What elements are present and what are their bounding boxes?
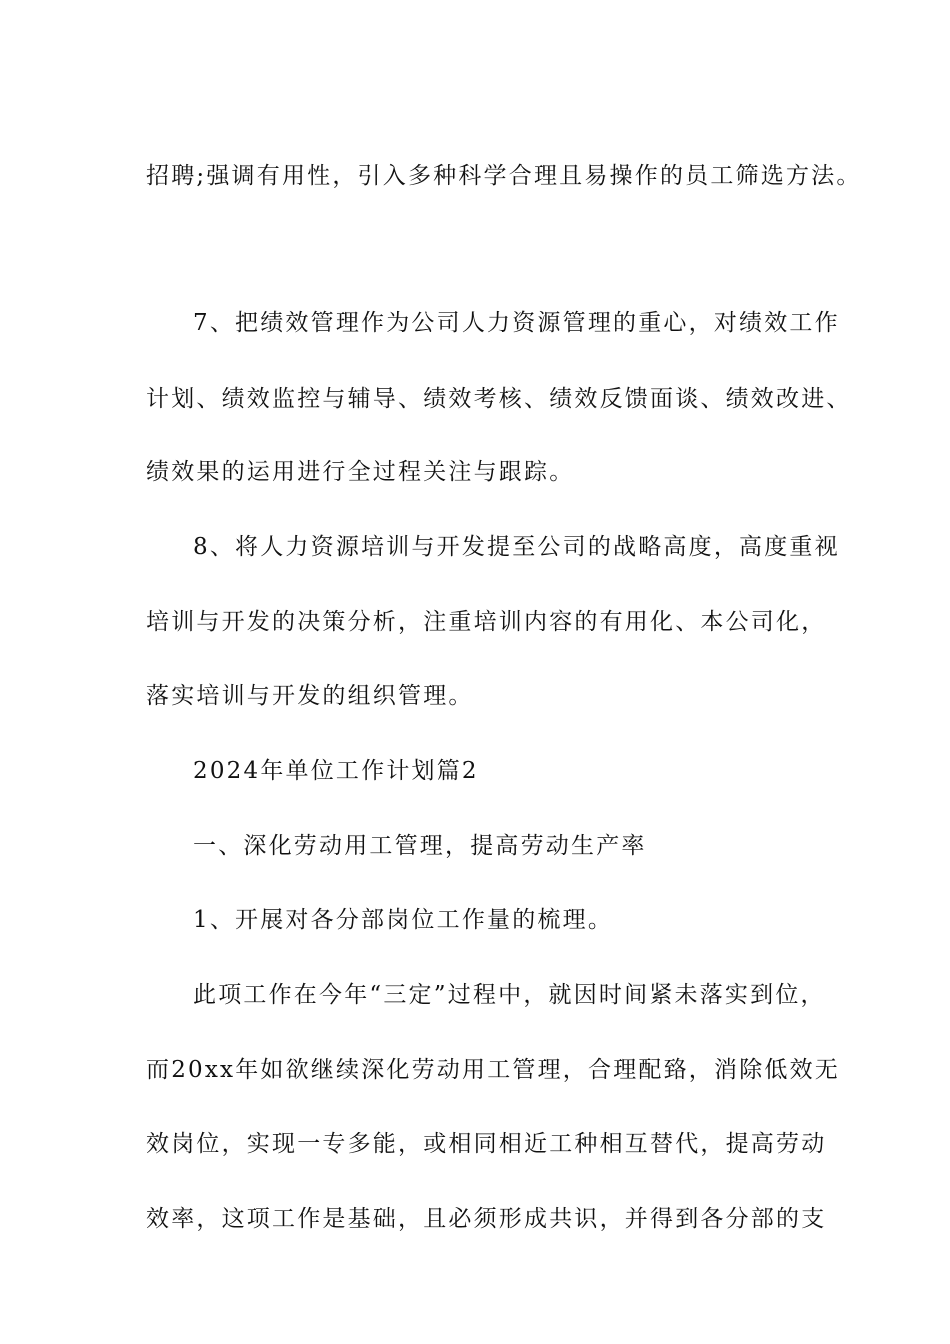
paragraph-line: 效岗位，实现一专多能，或相同相近工种相互替代，提高劳动 [146, 1131, 827, 1157]
paragraph-line: 效率，这项工作是基础，且必须形成共识，并得到各分部的支 [146, 1206, 827, 1232]
paragraph-line: 培训与开发的决策分析，注重培训内容的有用化、本公司化， [146, 609, 827, 635]
item-heading: 1、开展对各分部岗位工作量的梳理。 [193, 907, 614, 933]
paragraph-line: 8、将人力资源培训与开发提至公司的战略高度，高度重视 [193, 534, 840, 560]
paragraph-line: 绩效果的运用进行全过程关注与跟踪。 [146, 459, 575, 485]
paragraph-line: 招聘;强调有用性，引入多种科学合理且易操作的员工筛选方法。 [146, 163, 862, 189]
subsection-heading: 一、深化劳动用工管理，提高劳动生产率 [193, 833, 647, 859]
paragraph-line: 此项工作在今年“三定”过程中，就因时间紧未落实到位， [193, 982, 826, 1008]
section-heading: 2024年单位工作计划篇2 [193, 758, 479, 784]
paragraph-line: 7、把绩效管理作为公司人力资源管理的重心，对绩效工作 [193, 310, 840, 336]
paragraph-line: 落实培训与开发的组织管理。 [146, 683, 474, 709]
paragraph-line: 而20xx年如欲继续深化劳动用工管理，合理配臵，消除低效无 [146, 1057, 841, 1083]
paragraph-line: 计划、绩效监控与辅导、绩效考核、绩效反馈面谈、绩效改进、 [146, 386, 852, 412]
